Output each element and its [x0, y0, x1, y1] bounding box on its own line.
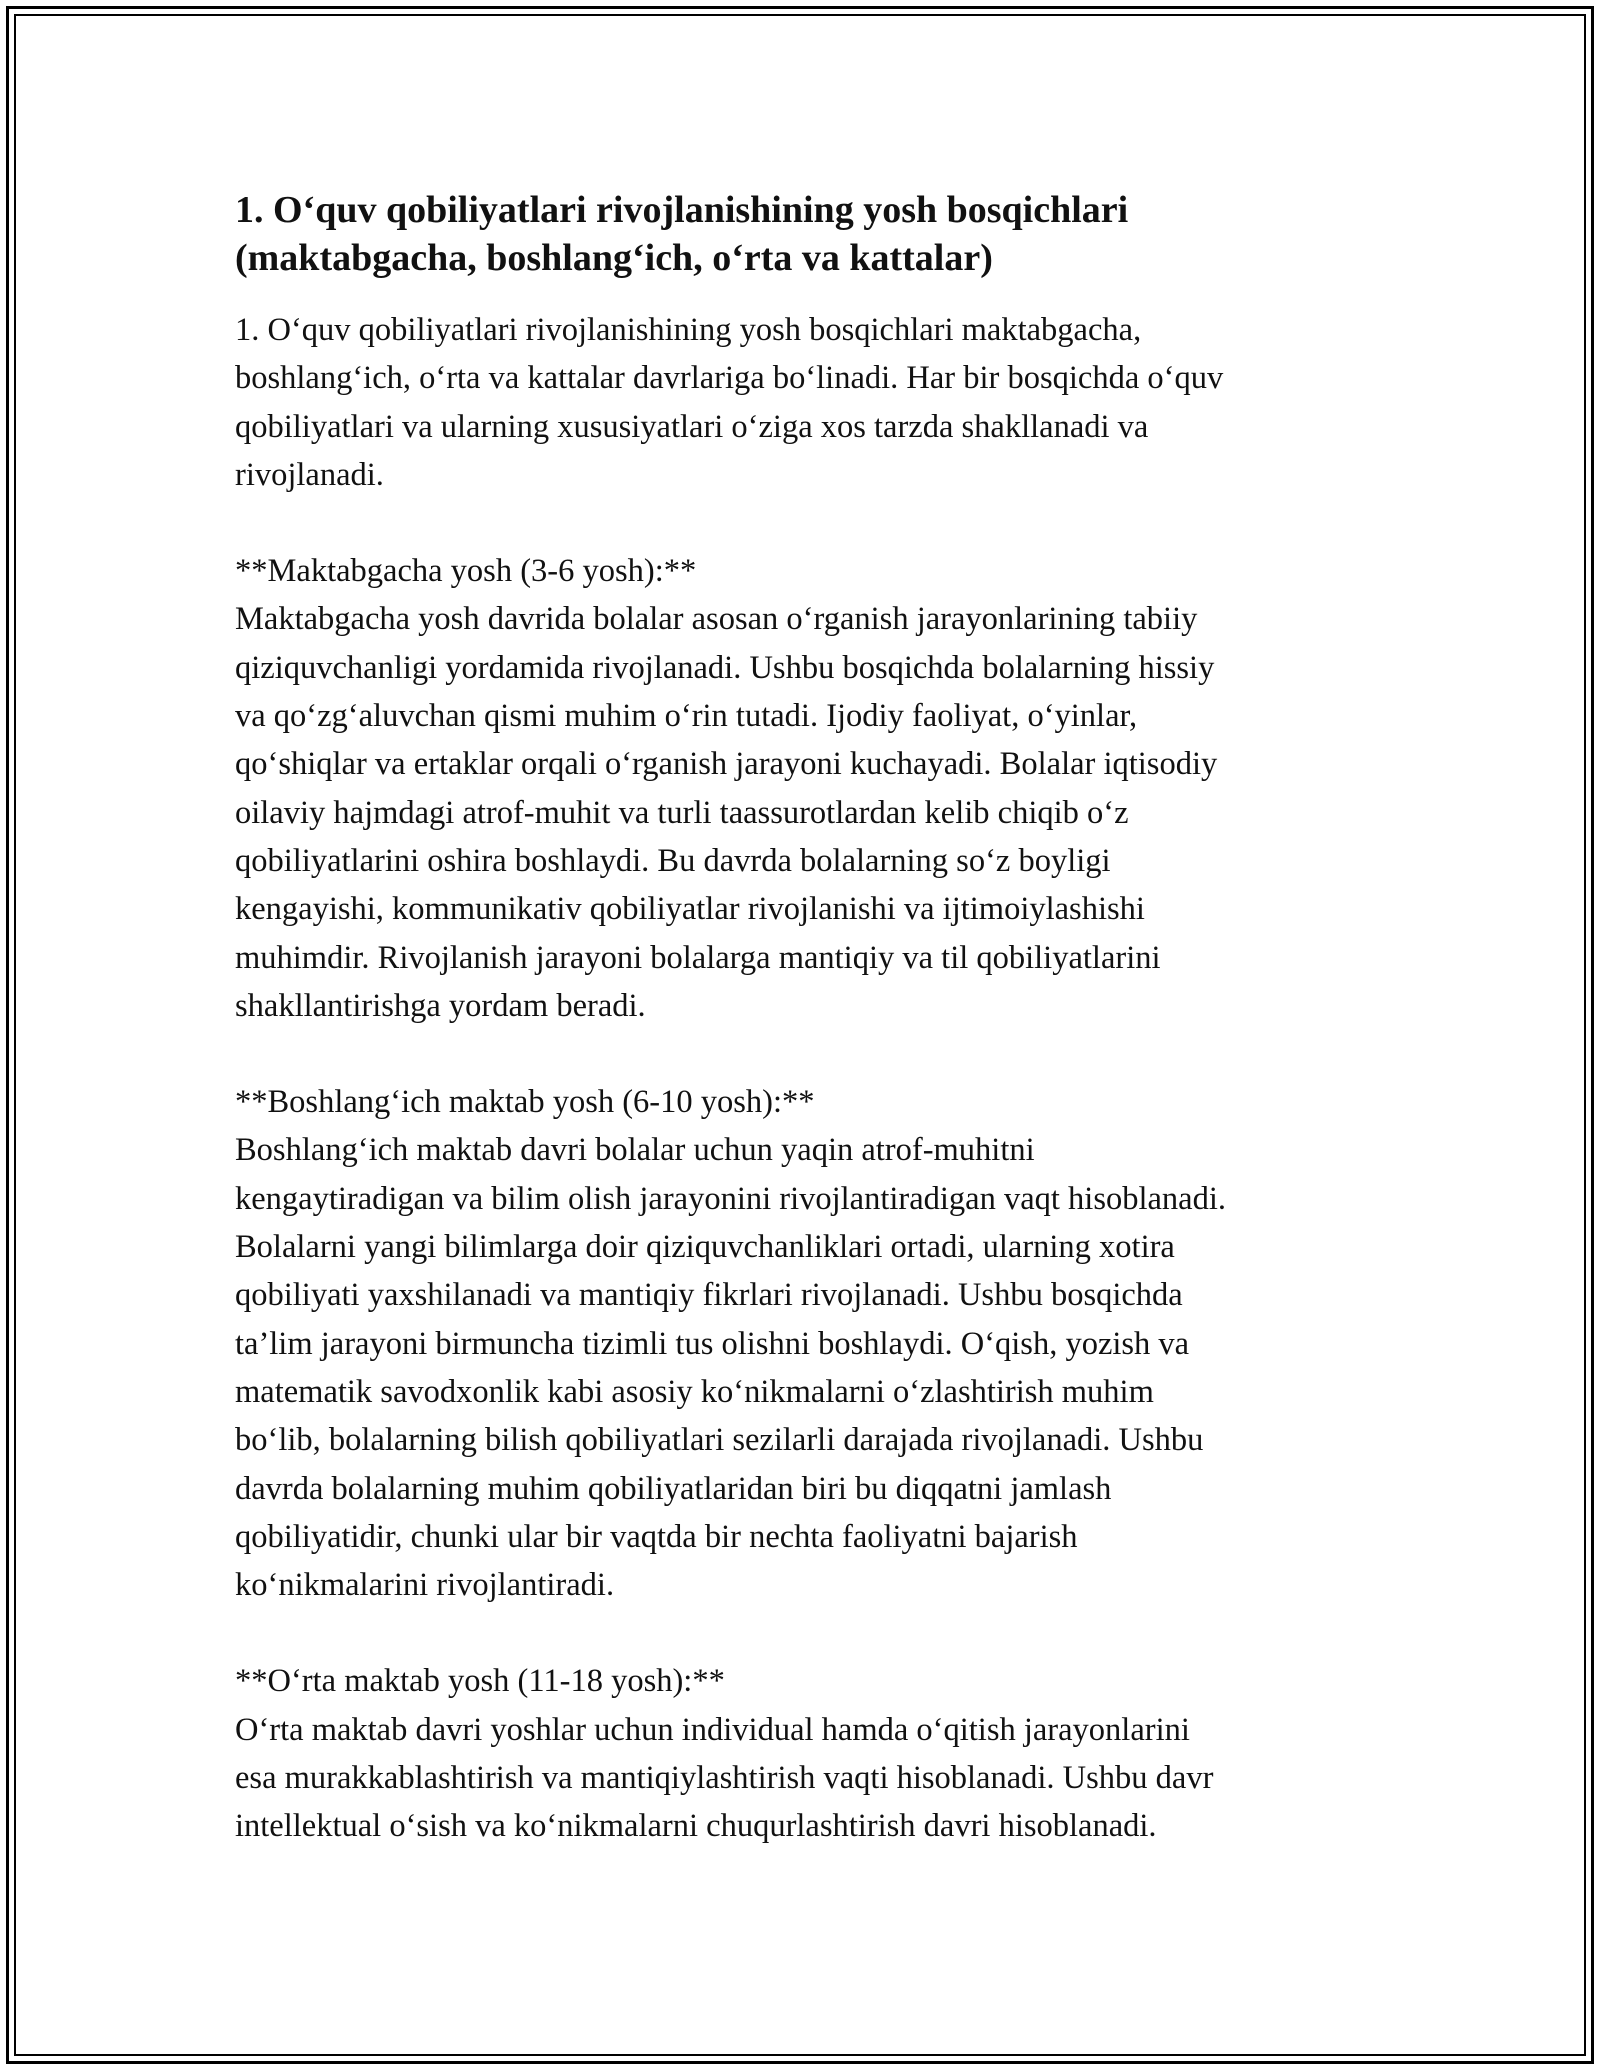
section-body: Boshlang‘ich maktab davri bolalar uchun yaqin atrof-muhitni kengaytiradigan va bilim olish jarayonini rivojlantiradigan vaqt hisoblanadi. Bolalarni yangi bilimlarga doir qiziquvchanliklari ortadi, ularning xotira qobiliyati yaxshilanadi va mantiqiy fikrlari rivojlanadi. Ushbu bosqichda ta’lim jarayoni birmuncha tizimli tus olishni boshlaydi. O‘qish, yozish va matematik savodxonlik kabi asosiy ko‘nikmalarni o‘zlashtirish muhim bo‘lib, bolalarning bilish qobiliyatlari sezilarli darajada rivojlanadi. Ushbu davrda bolalarning muhim qobiliyatlaridan biri bu diqqatni jamlash qobiliyatidir, chunki ular bir vaqtda bir nechta faoliyatni bajarish ko‘nikmalarini rivojlantiradi. [235, 1132, 1227, 1604]
section-body: Maktabgacha yosh davrida bolalar asosan o‘rganish jarayonlarining tabiiy qiziquvchanligi yordamida rivojlanadi. Ushbu bosqichda bolalarning hissiy va qo‘zg‘aluvchan qismi muhim o‘rin tutadi. Ijodiy faoliyat, o‘yinlar, qo‘shiqlar va ertaklar orqali o‘rganish jarayoni kuchayadi. Bolalar iqtisodiy oilaviy hajmdagi atrof-muhit va turli taassurotlardan kelib chiqib o‘z qobiliyatlarini oshira boshlaydi. Bu davrda bolalarning so‘z boyligi kengayishi, kommunikativ qobiliyatlar rivojlanishi va ijtimoiylashishi muhimdir. Rivojlanish jarayoni bolalarga mantiqiy va til qobiliyatlarini shakllantirishga yordam beradi. [235, 601, 1218, 1024]
document-title: 1. O‘quv qobiliyatlari rivojlanishining yosh bosqichlari (maktabgacha, boshlang‘ich, o‘rta va kattalar) [235, 189, 1129, 279]
section-heading: **Boshlang‘ich maktab yosh (6-10 yosh):** [235, 1084, 815, 1121]
section-heading: **Maktabgacha yosh (3-6 yosh):** [235, 553, 697, 590]
section-primary-school [235, 1078, 1365, 1609]
section-body: O‘rta maktab davri yoshlar uchun individual hamda o‘qitish jarayonlarini esa murakkablashtirish va mantiqiylashtirish vaqti hisoblanadi. Ushbu davr intellektual o‘sish va ko‘nikmalarni chuqurlashtirish davri hisoblanadi. [235, 1711, 1214, 1845]
section-heading: **O‘rta maktab yosh (11-18 yosh):** [235, 1663, 725, 1700]
intro-paragraph: 1. O‘quv qobiliyatlari rivojlanishining yosh bosqichlari maktabgacha, boshlang‘ich, o‘rta va kattalar davrlariga bo‘linadi. Har bir bosqichda o‘quv qobiliyatlari va ularning xususiyatlari o‘ziga xos tarzda shakllanadi va rivojlanadi. [235, 312, 1224, 493]
section-preschool [235, 547, 1365, 1030]
section-secondary-school [235, 1657, 1365, 1850]
document-body [235, 186, 1365, 1851]
intro-block [235, 306, 1365, 499]
